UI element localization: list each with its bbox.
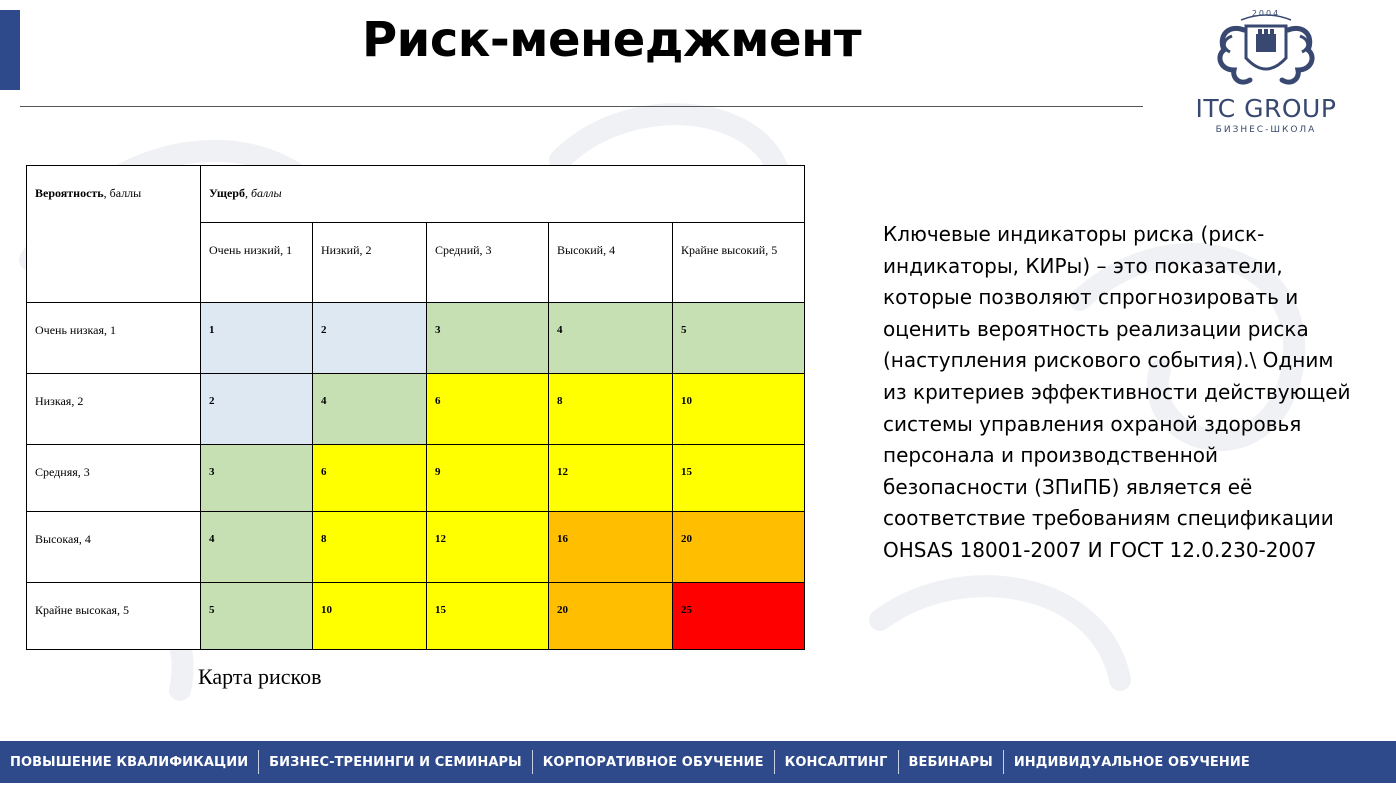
risk-cell: 4 <box>313 374 427 445</box>
risk-cell: 25 <box>673 583 805 650</box>
risk-cell: 20 <box>549 583 673 650</box>
damage-level-5: Крайне высокий, 5 <box>673 223 805 303</box>
table-row <box>27 303 805 374</box>
table-row <box>27 512 805 583</box>
damage-level-4: Высокий, 4 <box>549 223 673 303</box>
description-text: Ключевые индикаторы риска (риск-индикаторы, КИРы) – это показатели, которые позволяют спрогнозировать и оценить вероятность реализации риска (наступления рискового события).\ Одним из критериев эффективности действующей системы управления охраной здоровья персонала и производственной безопасности (ЗПиПБ) является её соответствие требованиям спецификации OHSAS 18001-2007 И ГОСТ 12.0.230-2007 <box>883 222 1351 562</box>
accent-bar <box>0 10 20 90</box>
risk-cell: 10 <box>673 374 805 445</box>
damage-level-2: Низкий, 2 <box>313 223 427 303</box>
risk-matrix-table <box>26 165 805 650</box>
footer-nav <box>0 741 1396 783</box>
footer-link-individual[interactable]: ИНДИВИДУАЛЬНОЕ ОБУЧЕНИЕ <box>1013 754 1250 770</box>
footer-link-qualification[interactable]: ПОВЫШЕНИЕ КВАЛИФИКАЦИИ <box>10 754 249 770</box>
risk-cell: 2 <box>201 374 313 445</box>
footer-link-webinars[interactable]: ВЕБИНАРЫ <box>908 754 993 770</box>
table-caption: Карта рисков <box>198 664 322 689</box>
risk-cell: 10 <box>313 583 427 650</box>
risk-cell: 2 <box>313 303 427 374</box>
probability-label: Высокая, 4 <box>27 512 201 583</box>
logo-name: ITC GROUP <box>1195 94 1337 123</box>
risk-cell: 5 <box>673 303 805 374</box>
damage-level-1: Очень низкий, 1 <box>201 223 313 303</box>
risk-cell: 1 <box>201 303 313 374</box>
logo-year: 2004 <box>1251 9 1281 18</box>
probability-label: Очень низкая, 1 <box>27 303 201 374</box>
probability-label: Низкая, 2 <box>27 374 201 445</box>
probability-label: Крайне высокая, 5 <box>27 583 201 650</box>
table-row <box>27 583 805 650</box>
table-row <box>27 445 805 512</box>
itc-group-logo <box>1168 6 1364 138</box>
logo-subtitle: БИЗНЕС-ШКОЛА <box>1215 125 1317 135</box>
risk-cell: 20 <box>673 512 805 583</box>
risk-cell: 8 <box>313 512 427 583</box>
table-header-row <box>27 166 805 223</box>
footer-link-corporate[interactable]: КОРПОРАТИВНОЕ ОБУЧЕНИЕ <box>542 754 764 770</box>
damage-header: Ущерб, баллы <box>201 166 805 223</box>
risk-cell: 8 <box>549 374 673 445</box>
damage-level-3: Средний, 3 <box>427 223 549 303</box>
risk-cell: 4 <box>201 512 313 583</box>
probability-header: Вероятность, баллы <box>27 166 201 303</box>
risk-cell: 15 <box>427 583 549 650</box>
risk-cell: 3 <box>201 445 313 512</box>
risk-cell: 3 <box>427 303 549 374</box>
table-row <box>27 374 805 445</box>
probability-label: Средняя, 3 <box>27 445 201 512</box>
risk-cell: 6 <box>427 374 549 445</box>
slide-title: Риск-менеджмент <box>362 12 862 68</box>
risk-cell: 9 <box>427 445 549 512</box>
risk-cell: 12 <box>427 512 549 583</box>
risk-cell: 4 <box>549 303 673 374</box>
risk-cell: 6 <box>313 445 427 512</box>
risk-cell: 15 <box>673 445 805 512</box>
crest-icon <box>1206 6 1326 94</box>
risk-cell: 5 <box>201 583 313 650</box>
footer-link-consulting[interactable]: КОНСАЛТИНГ <box>784 754 888 770</box>
footer-link-trainings[interactable]: БИЗНЕС-ТРЕНИНГИ И СЕМИНАРЫ <box>269 754 522 770</box>
risk-cell: 16 <box>549 512 673 583</box>
title-divider <box>20 106 1143 107</box>
risk-cell: 12 <box>549 445 673 512</box>
